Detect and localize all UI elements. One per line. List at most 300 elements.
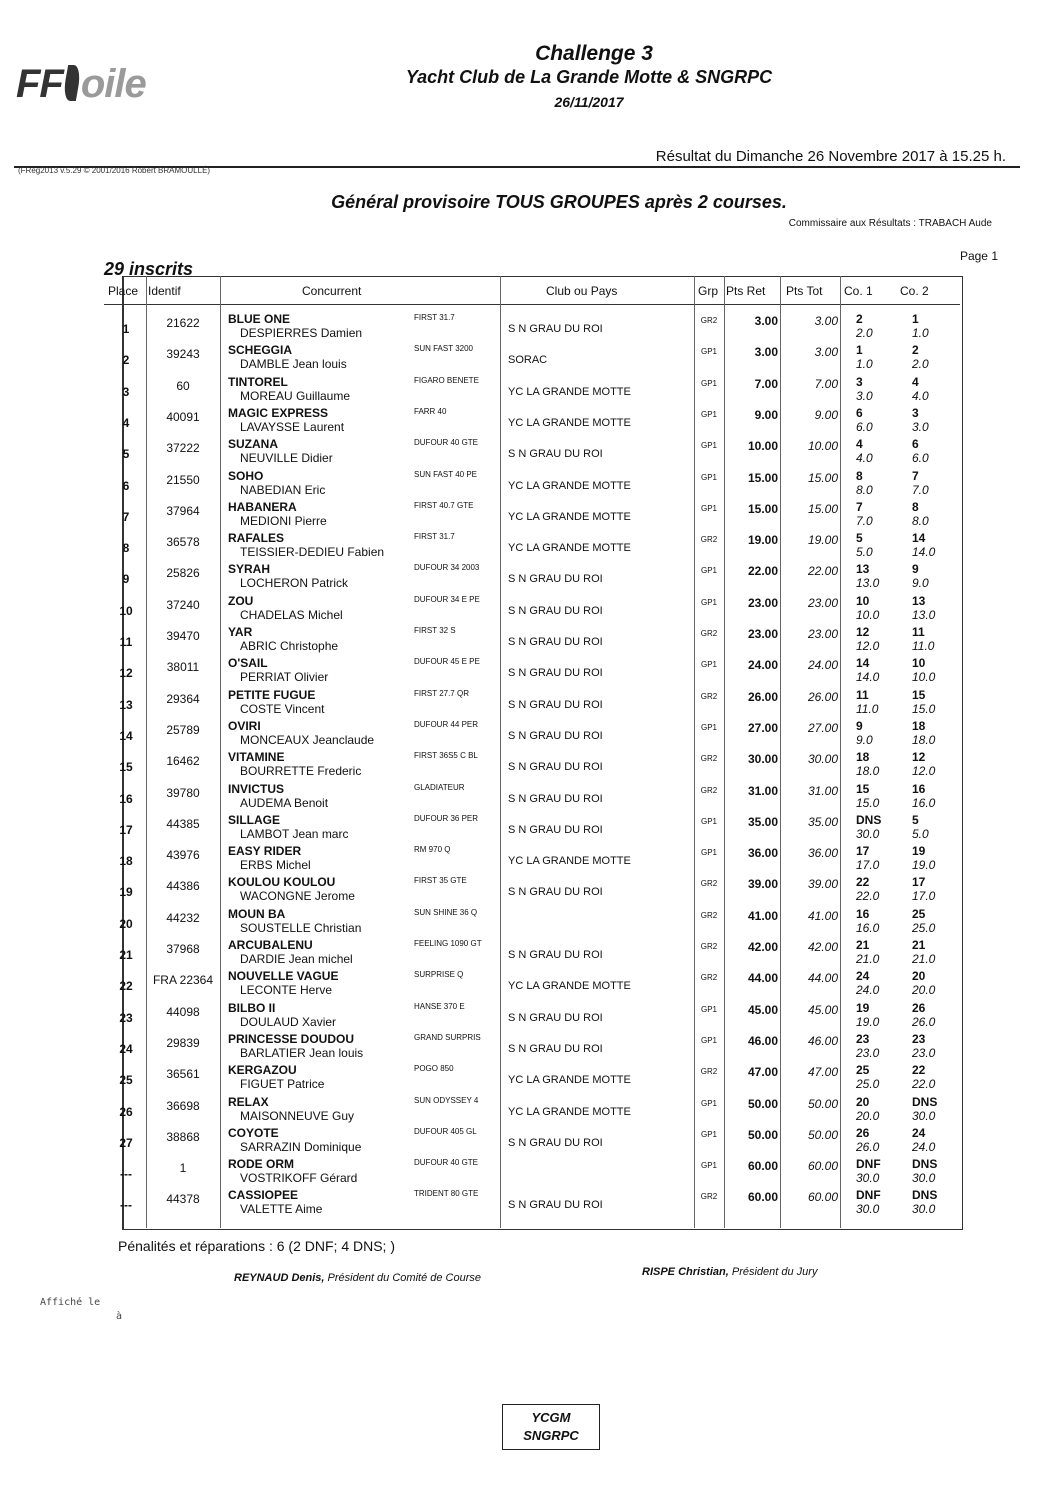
table-row bbox=[0, 1188, 1058, 1219]
skipper-name: NEUVILLE Didier bbox=[240, 451, 333, 466]
points-total: 41.00 bbox=[807, 908, 838, 923]
boat-name: BLUE ONE bbox=[228, 312, 291, 326]
col-pts-tot: Pts Tot bbox=[786, 284, 823, 298]
skipper-name: LAMBOT Jean marc bbox=[240, 826, 349, 841]
club-name: S N GRAU DU ROI bbox=[508, 792, 603, 805]
race1-points: 6.0 bbox=[856, 419, 873, 434]
points-retained: 44.00 bbox=[747, 971, 778, 986]
boat-type: POGO 850 bbox=[414, 1064, 454, 1074]
header-divider bbox=[104, 304, 960, 305]
race1-rank: 6 bbox=[856, 405, 863, 420]
club-name: YC LA GRANDE MOTTE bbox=[508, 479, 631, 492]
skipper-name: PERRIAT Olivier bbox=[240, 670, 329, 685]
race2-points: 26.0 bbox=[912, 1014, 936, 1029]
boat-type: FIRST 35 GTE bbox=[414, 876, 467, 886]
sail-number: 37222 bbox=[166, 441, 200, 456]
race2-points: 30.0 bbox=[912, 1202, 936, 1217]
race1-points: 7.0 bbox=[856, 513, 873, 528]
col-concurrent: Concurrent bbox=[302, 284, 362, 298]
group: GP1 bbox=[700, 409, 717, 419]
race2-rank: 11 bbox=[912, 625, 925, 639]
sail-number: FRA 22364 bbox=[152, 973, 214, 988]
skipper-name: MONCEAUX Jeanclaude bbox=[240, 732, 375, 747]
race1-points: 4.0 bbox=[856, 451, 873, 466]
group: GR2 bbox=[700, 973, 718, 983]
skipper-name: LOCHERON Patrick bbox=[240, 576, 349, 591]
race2-rank: 16 bbox=[912, 781, 926, 796]
race2-rank: DNS bbox=[912, 1188, 938, 1203]
group: GP1 bbox=[700, 1098, 717, 1108]
boat-name: MOUN BA bbox=[228, 906, 286, 921]
race1-points: 12.0 bbox=[856, 639, 880, 653]
points-total: 7.00 bbox=[814, 376, 838, 391]
race1-rank: 3 bbox=[856, 374, 863, 389]
points-total: 46.00 bbox=[807, 1033, 838, 1048]
rank: 22 bbox=[119, 979, 133, 994]
club-name: YC LA GRANDE MOTTE bbox=[508, 980, 631, 993]
sail-number: 37240 bbox=[166, 597, 200, 612]
group: GP1 bbox=[700, 722, 717, 732]
points-retained: 42.00 bbox=[747, 940, 778, 954]
boat-type: DUFOUR 405 GL bbox=[414, 1126, 477, 1136]
race2-points: 4.0 bbox=[912, 388, 929, 403]
race1-points: 30.0 bbox=[856, 1202, 880, 1217]
sail-number: 21622 bbox=[166, 316, 200, 330]
points-retained: 46.00 bbox=[747, 1033, 778, 1048]
rank: 17 bbox=[119, 822, 133, 837]
table-row bbox=[0, 656, 1058, 687]
boat-name: VITAMINE bbox=[228, 750, 285, 765]
boat-type: GLADIATEUR bbox=[414, 782, 465, 792]
table-row bbox=[0, 969, 1058, 1000]
race2-rank: 14 bbox=[912, 531, 926, 546]
table-row bbox=[0, 437, 1058, 468]
boat-type: SUN ODYSSEY 4 bbox=[414, 1095, 479, 1105]
group: GR2 bbox=[700, 942, 718, 951]
rank: 24 bbox=[119, 1041, 133, 1056]
rank: 27 bbox=[119, 1135, 133, 1150]
club-name: Yacht Club de La Grande Motte & SNGRPC bbox=[405, 67, 773, 87]
race1-points: 14.0 bbox=[856, 670, 880, 685]
sail-number: 36578 bbox=[166, 535, 200, 550]
boat-type: FEELING 1090 GT bbox=[414, 939, 482, 948]
skipper-name: ERBS Michel bbox=[240, 858, 311, 873]
sail-number: 21550 bbox=[166, 472, 200, 487]
race1-points: 24.0 bbox=[856, 983, 880, 998]
group: GP1 bbox=[700, 441, 717, 451]
sail-number: 43976 bbox=[166, 848, 200, 863]
race2-points: 30.0 bbox=[912, 1171, 936, 1186]
race2-rank: 19 bbox=[912, 844, 926, 859]
rank: 19 bbox=[119, 885, 133, 900]
race1-rank: 13 bbox=[856, 562, 870, 577]
skipper-name: AUDEMA Benoit bbox=[240, 795, 329, 810]
points-total: 10.00 bbox=[807, 439, 838, 454]
skipper-name: CHADELAS Michel bbox=[240, 607, 343, 622]
rank: 3 bbox=[122, 384, 130, 399]
race2-points: 19.0 bbox=[912, 858, 936, 873]
boat-type: FIRST 31.7 bbox=[414, 313, 455, 322]
sail-number: 36698 bbox=[166, 1098, 200, 1113]
race2-rank: 22 bbox=[912, 1063, 926, 1078]
sail-number: 44385 bbox=[166, 816, 200, 831]
table-row bbox=[0, 1157, 1058, 1188]
rank: 18 bbox=[119, 854, 133, 869]
race1-points: 5.0 bbox=[856, 545, 873, 560]
sail-number: 44378 bbox=[166, 1192, 200, 1207]
race2-rank: 6 bbox=[912, 437, 919, 452]
points-total: 50.00 bbox=[807, 1127, 838, 1142]
rank: 9 bbox=[122, 572, 130, 587]
race2-rank: 2 bbox=[912, 343, 919, 358]
race-committee-signature bbox=[234, 1272, 481, 1284]
points-total: 50.00 bbox=[807, 1096, 838, 1111]
race1-rank: 9 bbox=[856, 718, 863, 733]
sail-number: 29364 bbox=[166, 691, 200, 706]
race2-points: 30.0 bbox=[912, 1108, 936, 1123]
rank: 1 bbox=[122, 322, 130, 336]
skipper-name: DOULAUD Xavier bbox=[240, 1014, 337, 1029]
race2-rank: 12 bbox=[912, 750, 926, 765]
event-date: 26/11/2017 bbox=[554, 94, 624, 110]
sail-number: 38868 bbox=[166, 1129, 200, 1144]
table-row bbox=[0, 594, 1058, 625]
points-total: 3.00 bbox=[814, 314, 838, 328]
sail-number: 39780 bbox=[166, 785, 200, 800]
race1-rank: 8 bbox=[856, 468, 863, 483]
ffvoile-logo: FF oile bbox=[16, 62, 146, 106]
group: GR2 bbox=[700, 1192, 718, 1202]
skipper-name: TEISSIER-DEDIEU Fabien bbox=[240, 545, 385, 560]
race1-rank: 10 bbox=[856, 593, 870, 608]
skipper-name: DAMBLE Jean louis bbox=[240, 357, 347, 372]
rank: 20 bbox=[119, 916, 133, 931]
col-grp: Grp bbox=[698, 284, 719, 298]
table-row bbox=[0, 844, 1058, 875]
race2-points: 5.0 bbox=[912, 826, 929, 841]
race1-points: 3.0 bbox=[856, 388, 873, 403]
points-total: 24.00 bbox=[807, 658, 838, 673]
jury-role: Président du Jury bbox=[728, 1266, 818, 1278]
race2-points: 18.0 bbox=[912, 732, 936, 747]
boat-name: PRINCESSE DOUDOU bbox=[228, 1031, 355, 1046]
race1-rank: DNF bbox=[856, 1157, 881, 1172]
club-name: S N GRAU DU ROI bbox=[508, 1011, 603, 1024]
club-name: S N GRAU DU ROI bbox=[508, 636, 603, 648]
boat-name: SUZANA bbox=[228, 437, 278, 452]
boat-type: DUFOUR 36 PER bbox=[414, 813, 479, 823]
skipper-name: VALETTE Aime bbox=[240, 1202, 323, 1217]
group: GR2 bbox=[700, 879, 718, 889]
skipper-name: FIGUET Patrice bbox=[240, 1077, 325, 1092]
group: GR2 bbox=[700, 910, 718, 920]
sail-number: 37964 bbox=[166, 503, 200, 518]
race1-rank: 11 bbox=[856, 687, 869, 702]
rank: 23 bbox=[119, 1010, 133, 1025]
table-row bbox=[0, 688, 1058, 719]
boat-type: DUFOUR 34 E PE bbox=[414, 594, 480, 604]
race1-rank: 7 bbox=[856, 499, 863, 514]
rank: 21 bbox=[119, 948, 133, 962]
boat-name: O'SAIL bbox=[228, 656, 268, 671]
group: GP1 bbox=[700, 1129, 717, 1139]
rank: 7 bbox=[122, 509, 130, 524]
table-header bbox=[104, 276, 960, 304]
race1-points: 30.0 bbox=[856, 1171, 880, 1186]
points-total: 35.00 bbox=[807, 814, 838, 829]
skipper-name: MAISONNEUVE Guy bbox=[240, 1108, 355, 1123]
sail-number: 44098 bbox=[166, 1004, 200, 1019]
table-row bbox=[0, 562, 1058, 593]
rank: 15 bbox=[119, 760, 133, 775]
race-committee-name: REYNAUD Denis, bbox=[234, 1272, 325, 1284]
page-number: Page 1 bbox=[959, 249, 998, 263]
race1-points: 16.0 bbox=[856, 920, 880, 935]
boat-type: FIRST 32 S bbox=[414, 626, 456, 635]
boat-name: KOULOU KOULOU bbox=[228, 875, 336, 890]
race1-rank: 25 bbox=[856, 1063, 870, 1078]
boat-type: DUFOUR 40 GTE bbox=[414, 1158, 479, 1168]
club-name: YC LA GRANDE MOTTE bbox=[508, 855, 631, 868]
race1-points: 25.0 bbox=[856, 1077, 880, 1092]
points-retained: 27.00 bbox=[747, 720, 778, 735]
sail-number: 38011 bbox=[166, 660, 200, 675]
points-retained: 45.00 bbox=[747, 1002, 778, 1017]
table-row bbox=[0, 813, 1058, 844]
points-total: 15.00 bbox=[807, 470, 838, 485]
points-retained: 26.00 bbox=[747, 689, 778, 704]
points-total: 30.00 bbox=[807, 752, 838, 767]
rank: 4 bbox=[122, 415, 130, 430]
boat-type: SUN FAST 40 PE bbox=[414, 469, 477, 479]
points-total: 39.00 bbox=[807, 877, 838, 892]
race2-rank: DNS bbox=[912, 1157, 938, 1172]
sail-number: 36561 bbox=[166, 1067, 200, 1082]
points-retained: 3.00 bbox=[754, 345, 778, 360]
race1-points: 22.0 bbox=[856, 889, 880, 904]
race2-rank: 4 bbox=[912, 374, 919, 389]
boat-name: HABANERA bbox=[228, 499, 297, 514]
sail-number: 25789 bbox=[166, 722, 200, 737]
points-total: 23.00 bbox=[807, 627, 838, 641]
group: GP1 bbox=[700, 503, 717, 513]
race1-rank: DNF bbox=[856, 1188, 881, 1203]
group: GP1 bbox=[700, 848, 717, 858]
jury-signature bbox=[642, 1266, 817, 1278]
boat-name: BILBO II bbox=[228, 1000, 276, 1015]
race2-points: 7.0 bbox=[912, 482, 929, 497]
table-row bbox=[0, 907, 1058, 938]
boat-name: CASSIOPEE bbox=[228, 1188, 299, 1203]
race1-rank: 16 bbox=[856, 906, 870, 921]
col-co2: Co. 2 bbox=[900, 284, 929, 298]
boat-name: INVICTUS bbox=[228, 781, 285, 796]
table-row bbox=[0, 750, 1058, 781]
table-row bbox=[0, 625, 1058, 656]
race2-rank: 25 bbox=[912, 906, 926, 921]
entries-count: 29 inscrits bbox=[104, 259, 194, 279]
posted-note bbox=[40, 1296, 122, 1324]
group: GP1 bbox=[700, 1161, 717, 1171]
rank: 16 bbox=[119, 791, 133, 806]
points-retained: 30.00 bbox=[747, 752, 778, 767]
race1-rank: 19 bbox=[856, 1000, 870, 1015]
club-name: SORAC bbox=[508, 354, 548, 367]
race1-points: 2.0 bbox=[856, 326, 873, 340]
race2-points: 12.0 bbox=[912, 764, 936, 779]
rank: 26 bbox=[119, 1104, 133, 1119]
points-total: 22.00 bbox=[807, 564, 838, 579]
race1-rank: 1 bbox=[856, 343, 863, 358]
ranking-subtitle: Général provisoire TOUS GROUPES après 2 courses. bbox=[331, 192, 787, 212]
club-name: S N GRAU DU ROI bbox=[508, 667, 603, 680]
sail-number: 44386 bbox=[166, 879, 200, 894]
race2-rank: 13 bbox=[912, 593, 926, 608]
posted-time-label: à bbox=[116, 1311, 123, 1322]
points-retained: 15.00 bbox=[747, 470, 778, 485]
skipper-name: MEDIONI Pierre bbox=[240, 513, 327, 528]
rank: 5 bbox=[122, 447, 130, 462]
skipper-name: COSTE Vincent bbox=[240, 701, 325, 716]
sail-number: 16462 bbox=[166, 754, 200, 769]
race2-rank: 21 bbox=[912, 938, 926, 952]
table-row bbox=[0, 469, 1058, 500]
boat-name: YAR bbox=[228, 625, 253, 639]
boat-name: RAFALES bbox=[228, 531, 285, 546]
points-total: 27.00 bbox=[807, 720, 838, 735]
skipper-name: SOUSTELLE Christian bbox=[240, 920, 362, 935]
race1-rank: 18 bbox=[856, 750, 870, 765]
sail-number: 60 bbox=[176, 378, 190, 393]
boat-name: NOUVELLE VAGUE bbox=[228, 969, 339, 984]
table-row bbox=[0, 531, 1058, 562]
club-name: S N GRAU DU ROI bbox=[508, 604, 603, 617]
boat-name: EASY RIDER bbox=[228, 844, 302, 859]
club-name: S N GRAU DU ROI bbox=[508, 448, 603, 461]
race2-points: 22.0 bbox=[912, 1077, 936, 1092]
boat-type: FIRST 27.7 QR bbox=[414, 688, 469, 698]
col-identif: Identif bbox=[148, 284, 181, 298]
points-retained: 50.00 bbox=[747, 1127, 778, 1142]
race2-rank: 24 bbox=[912, 1125, 926, 1140]
skipper-name: WACONGNE Jerome bbox=[240, 889, 355, 904]
race2-points: 23.0 bbox=[912, 1045, 936, 1060]
race1-points: 18.0 bbox=[856, 764, 880, 779]
rank: 25 bbox=[119, 1073, 133, 1088]
rank: 10 bbox=[119, 603, 133, 618]
race2-rank: 8 bbox=[912, 499, 919, 514]
points-retained: 31.00 bbox=[747, 783, 778, 798]
rank: --- bbox=[120, 1167, 132, 1182]
boat-name: ZOU bbox=[228, 593, 254, 608]
skipper-name: NABEDIAN Eric bbox=[240, 482, 326, 497]
boat-type: SURPRISE Q bbox=[414, 970, 464, 980]
boat-name: KERGAZOU bbox=[228, 1063, 297, 1078]
points-total: 36.00 bbox=[807, 846, 838, 861]
race2-points: 11.0 bbox=[912, 639, 935, 653]
club-name: YC LA GRANDE MOTTE bbox=[508, 1074, 631, 1087]
col-co1: Co. 1 bbox=[844, 284, 873, 298]
points-total: 60.00 bbox=[807, 1190, 838, 1205]
race1-rank: 24 bbox=[856, 969, 870, 984]
skipper-name: DARDIE Jean michel bbox=[240, 952, 353, 966]
rank: 12 bbox=[119, 666, 133, 681]
boat-name: RODE ORM bbox=[228, 1157, 294, 1172]
table-row bbox=[0, 375, 1058, 406]
club-name: YC LA GRANDE MOTTE bbox=[508, 1105, 631, 1118]
boat-name: SYRAH bbox=[228, 562, 271, 577]
boat-name: OVIRI bbox=[228, 718, 261, 733]
points-retained: 60.00 bbox=[747, 1190, 778, 1205]
race2-rank: 5 bbox=[912, 812, 919, 827]
sail-number: 40091 bbox=[166, 409, 200, 424]
boat-type: SUN SHINE 36 Q bbox=[414, 907, 478, 917]
race2-rank: 23 bbox=[912, 1031, 926, 1046]
rank: --- bbox=[120, 1198, 132, 1213]
points-total: 44.00 bbox=[807, 971, 838, 986]
boat-type: DUFOUR 40 GTE bbox=[414, 438, 479, 448]
race2-rank: DNS bbox=[912, 1094, 938, 1109]
skipper-name: BOURRETTE Frederic bbox=[240, 764, 362, 779]
club-name: YC LA GRANDE MOTTE bbox=[508, 510, 631, 523]
table-row bbox=[0, 1001, 1058, 1032]
race2-points: 1.0 bbox=[912, 326, 929, 340]
race2-rank: 1 bbox=[912, 312, 919, 326]
club-name: YC LA GRANDE MOTTE bbox=[508, 542, 631, 555]
race1-points: 30.0 bbox=[856, 826, 880, 841]
race1-points: 15.0 bbox=[856, 795, 880, 810]
race1-rank: 26 bbox=[856, 1125, 870, 1140]
points-total: 26.00 bbox=[807, 689, 838, 704]
boat-name: MAGIC EXPRESS bbox=[228, 405, 329, 420]
boat-name: TINTOREL bbox=[228, 374, 288, 389]
race2-points: 16.0 bbox=[912, 795, 936, 810]
race1-rank: 22 bbox=[856, 875, 870, 890]
club-name: S N GRAU DU ROI bbox=[508, 698, 603, 711]
group: GP1 bbox=[700, 1004, 717, 1014]
group: GP1 bbox=[700, 472, 717, 482]
points-total: 42.00 bbox=[807, 940, 838, 954]
points-total: 9.00 bbox=[814, 407, 838, 422]
skipper-name: LAVAYSSE Laurent bbox=[240, 419, 345, 434]
points-retained: 39.00 bbox=[747, 877, 778, 892]
points-retained: 15.00 bbox=[747, 501, 778, 516]
jury-name: RISPE Christian, bbox=[642, 1266, 729, 1278]
skipper-name: VOSTRIKOFF Gérard bbox=[240, 1171, 358, 1186]
group: GR2 bbox=[700, 535, 718, 545]
group: GP1 bbox=[700, 347, 717, 357]
table-row bbox=[0, 1032, 1058, 1063]
boat-type: HANSE 370 E bbox=[414, 1001, 465, 1011]
table-row bbox=[0, 312, 1058, 343]
race1-rank: 20 bbox=[856, 1094, 870, 1109]
race1-rank: 4 bbox=[856, 437, 863, 452]
race1-rank: 17 bbox=[856, 844, 870, 859]
points-retained: 35.00 bbox=[747, 814, 778, 829]
points-total: 15.00 bbox=[807, 501, 838, 516]
boat-name: COYOTE bbox=[228, 1125, 279, 1140]
club-name: S N GRAU DU ROI bbox=[508, 1136, 603, 1149]
boat-type: FIRST 31.7 bbox=[414, 532, 455, 542]
boat-type: DUFOUR 45 E PE bbox=[414, 657, 480, 667]
rank: 13 bbox=[119, 697, 133, 712]
group: GP1 bbox=[700, 566, 717, 576]
race1-rank: 12 bbox=[856, 625, 870, 639]
points-retained: 47.00 bbox=[747, 1065, 778, 1080]
col-club: Club ou Pays bbox=[546, 284, 618, 298]
table-row bbox=[0, 875, 1058, 906]
boat-type: RM 970 Q bbox=[414, 845, 451, 855]
